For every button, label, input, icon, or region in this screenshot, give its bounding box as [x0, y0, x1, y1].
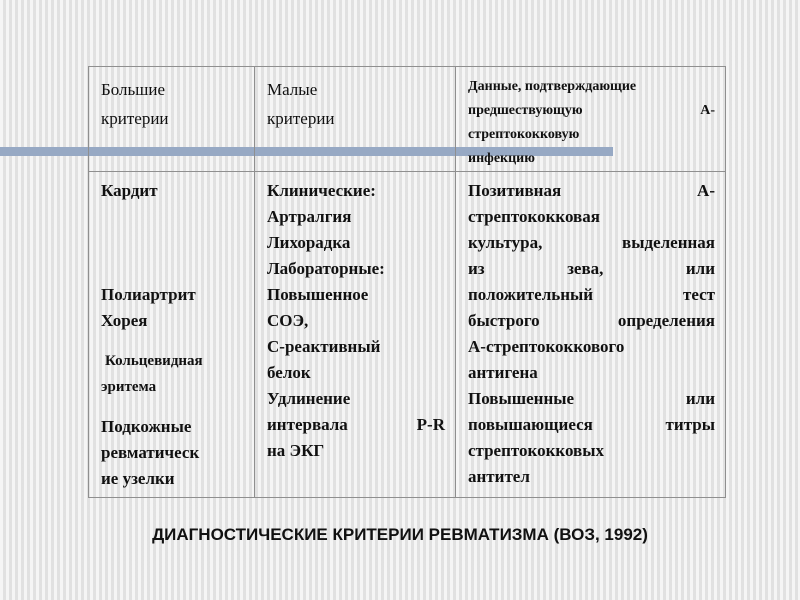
header-evidence	[456, 67, 726, 172]
header-major-criteria	[89, 67, 255, 172]
table-body-row	[89, 172, 726, 498]
header-evidence-line: стрептококковую	[468, 127, 580, 142]
header-minor-line: Малые	[267, 80, 318, 99]
evidence-item: стрептококковая	[468, 207, 600, 226]
minor-item: С-реактивный	[267, 337, 381, 356]
criterion-chorea: Хорея	[101, 311, 148, 330]
evidence-item: положительный тест	[468, 285, 715, 304]
header-evidence-line: Данные, подтверждающие	[468, 79, 637, 94]
evidence-item: Повышенные или	[468, 389, 715, 408]
header-evidence-line: инфекцию	[468, 151, 535, 166]
header-evidence-line: предшествующую А-	[468, 103, 715, 118]
criterion-erythema: эритема	[101, 379, 157, 395]
major-criteria-cell	[89, 172, 255, 498]
slide-caption: ДИАГНОСТИЧЕСКИЕ КРИТЕРИИ РЕВМАТИЗМА (ВОЗ, 1992)	[152, 525, 648, 544]
evidence-item: из зева, или	[468, 259, 715, 278]
minor-item: интервала Р-R	[267, 415, 445, 434]
minor-item: Удлинение	[267, 389, 351, 408]
evidence-item: культура, выделенная	[468, 233, 715, 252]
minor-item: СОЭ,	[267, 311, 309, 330]
criterion-polyarthritis: Полиартрит	[101, 285, 196, 304]
header-major-line: Большие	[101, 80, 166, 99]
header-minor-line: критерии	[267, 109, 335, 128]
header-minor-criteria	[255, 67, 456, 172]
criterion-nodules: ревматическ	[101, 443, 200, 462]
evidence-item: антител	[468, 467, 530, 486]
minor-item: белок	[267, 363, 311, 382]
evidence-item: повышающиеся титры	[468, 415, 715, 434]
minor-criteria-cell	[255, 172, 456, 498]
table-header-row	[89, 67, 726, 172]
minor-item: Повышенное	[267, 285, 369, 304]
criterion-carditis: Кардит	[101, 181, 158, 200]
evidence-item: антигена	[468, 363, 538, 382]
minor-item: Клинические:	[267, 181, 376, 200]
minor-item: Артралгия	[267, 207, 352, 226]
criterion-nodules: ие узелки	[101, 469, 175, 488]
evidence-cell	[456, 172, 726, 498]
minor-item: Лабораторные:	[267, 259, 385, 278]
minor-item: на ЭКГ	[267, 441, 325, 460]
evidence-item: быстрого определения	[468, 311, 715, 330]
evidence-item: А-стрептококкового	[468, 337, 625, 356]
minor-item: Лихорадка	[267, 233, 351, 252]
criterion-erythema: Кольцевидная	[105, 353, 203, 369]
evidence-item: Позитивная А-	[468, 181, 715, 200]
header-major-line: критерии	[101, 109, 169, 128]
evidence-item: стрептококковых	[468, 441, 604, 460]
criterion-nodules: Подкожные	[101, 417, 192, 436]
criteria-table	[88, 66, 726, 498]
